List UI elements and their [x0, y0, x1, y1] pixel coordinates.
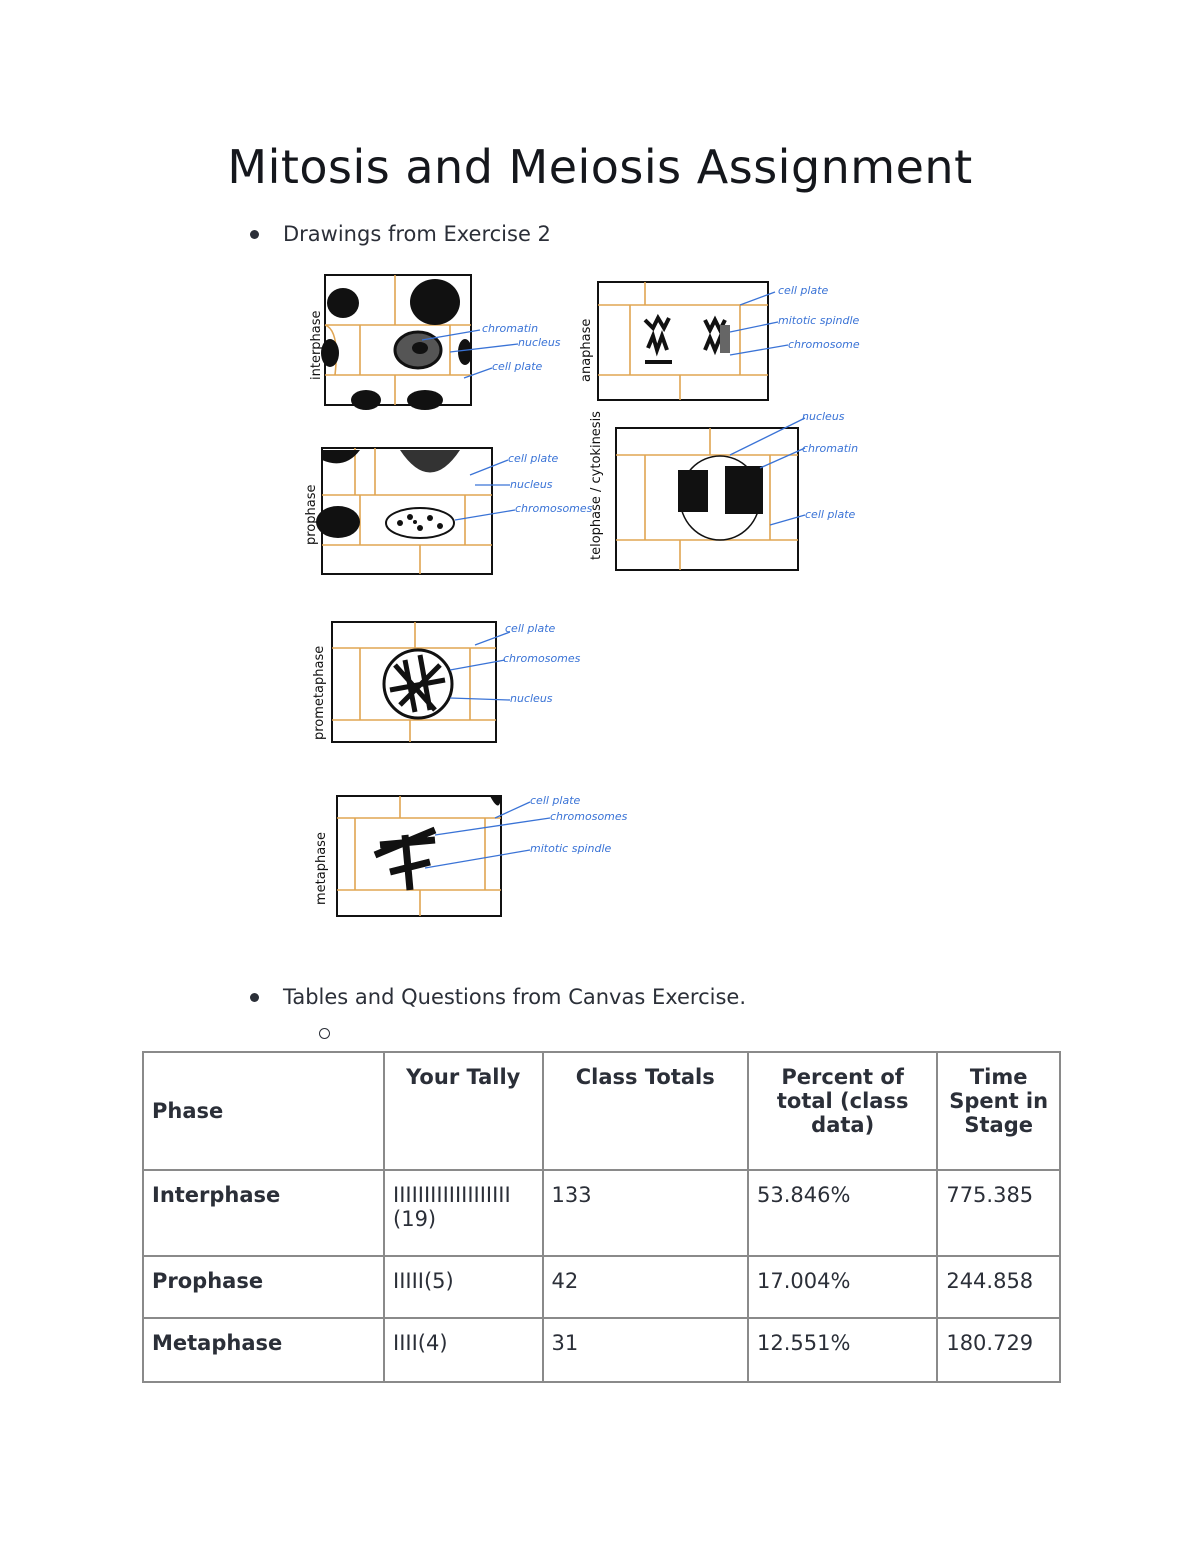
- label-mitotic-spindle: mitotic spindle: [778, 314, 860, 327]
- label-nucleus: nucleus: [510, 692, 553, 705]
- stage-label: prophase: [304, 484, 319, 545]
- drawing-anaphase: [579, 282, 860, 400]
- drawing-interphase: [309, 275, 561, 410]
- cell-phase: Metaphase: [143, 1318, 384, 1382]
- drawing-metaphase: [314, 794, 628, 916]
- label-cell-plate: cell plate: [508, 452, 559, 465]
- table-row: [143, 1256, 1060, 1318]
- cell-class-totals: 133: [543, 1170, 748, 1256]
- label-chromosomes: chromosomes: [515, 502, 593, 515]
- header-percent: Percent of total (class data): [748, 1052, 937, 1170]
- page-title: Mitosis and Meiosis Assignment: [227, 140, 973, 194]
- drawing-telophase: [589, 410, 858, 570]
- bullet-tables: [250, 985, 746, 1009]
- table-header-row: [143, 1052, 1060, 1170]
- cell-tally: IIII(4): [384, 1318, 543, 1382]
- stage-label: interphase: [309, 310, 324, 380]
- bullet-drawings-text: Drawings from Exercise 2: [283, 222, 551, 246]
- header-class-totals: Class Totals: [543, 1052, 748, 1170]
- cell-time: 180.729: [937, 1318, 1060, 1382]
- header-your-tally: Your Tally: [384, 1052, 543, 1170]
- label-cell-plate: cell plate: [505, 622, 556, 635]
- cell-phase: Prophase: [143, 1256, 384, 1318]
- label-chromosomes: chromosomes: [503, 652, 581, 665]
- sub-bullet-icon: [319, 1028, 330, 1039]
- bullet-drawings: [250, 222, 551, 246]
- cell-tally: IIIIIIIIIIIIIIIIIII (19): [384, 1170, 543, 1256]
- table-row: [143, 1318, 1060, 1382]
- label-cell-plate: cell plate: [778, 284, 829, 297]
- stage-label: telophase / cytokinesis: [589, 411, 604, 560]
- drawing-prophase: [304, 448, 593, 574]
- cell-time: 244.858: [937, 1256, 1060, 1318]
- label-cell-plate: cell plate: [530, 794, 581, 807]
- label-chromosome: chromosome: [788, 338, 860, 351]
- cell-percent: 53.846%: [748, 1170, 937, 1256]
- cell-time: 775.385: [937, 1170, 1060, 1256]
- label-chromatin: chromatin: [802, 442, 859, 455]
- stage-label: anaphase: [579, 318, 594, 382]
- header-phase: Phase: [143, 1052, 384, 1170]
- label-nucleus: nucleus: [802, 410, 845, 423]
- bullet-icon: [250, 230, 259, 239]
- cell-percent: 17.004%: [748, 1256, 937, 1318]
- header-time-spent: Time Spent in Stage: [937, 1052, 1060, 1170]
- drawing-prometaphase: [312, 622, 581, 742]
- stage-label: prometaphase: [312, 645, 327, 740]
- label-mitotic-spindle: mitotic spindle: [530, 842, 612, 855]
- cell-phase: Interphase: [143, 1170, 384, 1256]
- label-nucleus: nucleus: [518, 336, 561, 349]
- stage-label: metaphase: [314, 832, 329, 905]
- label-nucleus: nucleus: [510, 478, 553, 491]
- label-chromosomes: chromosomes: [550, 810, 628, 823]
- cell-percent: 12.551%: [748, 1318, 937, 1382]
- bullet-tables-text: Tables and Questions from Canvas Exercise.: [283, 985, 747, 1009]
- phase-table: [142, 1051, 1061, 1383]
- label-cell-plate: cell plate: [805, 508, 856, 521]
- table-row: [143, 1170, 1060, 1256]
- cell-tally: IIIII(5): [384, 1256, 543, 1318]
- bullet-icon: [250, 993, 259, 1002]
- cell-drawings: [300, 270, 860, 930]
- label-chromatin: chromatin: [482, 322, 539, 335]
- label-cell-plate: cell plate: [492, 360, 543, 373]
- cell-class-totals: 42: [543, 1256, 748, 1318]
- cell-class-totals: 31: [543, 1318, 748, 1382]
